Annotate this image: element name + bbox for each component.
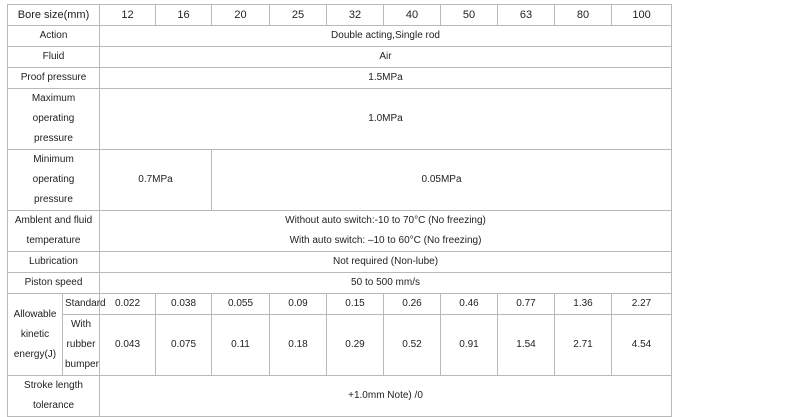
action-label: Action bbox=[8, 26, 100, 47]
bore-50: 50 bbox=[441, 5, 498, 26]
max-pressure-label bbox=[8, 89, 100, 150]
fluid-label: Fluid bbox=[8, 47, 100, 68]
action-row bbox=[8, 26, 672, 47]
bumper-value: 0.043 bbox=[100, 315, 156, 376]
bore-32: 32 bbox=[327, 5, 384, 26]
bore-size-label: Bore size(mm) bbox=[8, 5, 100, 26]
kinetic-label-line: Allowable bbox=[13, 308, 57, 320]
bore-80: 80 bbox=[555, 5, 612, 26]
bumper-label-line: With bbox=[71, 319, 91, 330]
standard-value: 1.36 bbox=[555, 294, 612, 315]
bore-16: 16 bbox=[156, 5, 212, 26]
standard-value: 0.022 bbox=[100, 294, 156, 315]
bumper-value: 1.54 bbox=[498, 315, 555, 376]
bore-12: 12 bbox=[100, 5, 156, 26]
standard-value: 0.46 bbox=[441, 294, 498, 315]
temperature-label-line: Amblent and fluid bbox=[14, 215, 93, 226]
temperature-row bbox=[8, 211, 672, 252]
bumper-value: 4.54 bbox=[612, 315, 672, 376]
min-pressure-large-bore-value: 0.05MPa bbox=[212, 150, 672, 211]
fluid-value: Air bbox=[100, 47, 672, 68]
bumper-value: 2.71 bbox=[555, 315, 612, 376]
stroke-tolerance-value: +1.0mm Note) /0 bbox=[100, 376, 672, 417]
temperature-without-switch: Without auto switch:-10 to 70°C (No freezing) bbox=[285, 215, 486, 226]
bumper-label-line: bumper bbox=[65, 359, 99, 370]
rubber-bumper-label bbox=[63, 315, 100, 376]
piston-speed-value: 50 to 500 mm/s bbox=[100, 273, 672, 294]
temperature-value bbox=[100, 211, 672, 252]
max-pressure-label-line: operating bbox=[32, 113, 75, 124]
standard-label: Standard bbox=[63, 294, 100, 315]
min-pressure-small-bore-value: 0.7MPa bbox=[100, 150, 212, 211]
header-row bbox=[8, 5, 672, 26]
bumper-value: 0.11 bbox=[212, 315, 270, 376]
min-pressure-label bbox=[8, 150, 100, 211]
stroke-label-line: Stroke length bbox=[24, 380, 83, 391]
specification-table bbox=[7, 4, 672, 417]
kinetic-bumper-row bbox=[8, 315, 672, 376]
min-pressure-row bbox=[8, 150, 672, 211]
bore-63: 63 bbox=[498, 5, 555, 26]
action-value: Double acting,Single rod bbox=[100, 26, 672, 47]
min-pressure-label-line: pressure bbox=[34, 194, 73, 205]
piston-speed-label: Piston speed bbox=[8, 273, 100, 294]
kinetic-label-line: kinetic bbox=[20, 328, 50, 340]
stroke-tolerance-row bbox=[8, 376, 672, 417]
standard-value: 0.038 bbox=[156, 294, 212, 315]
min-pressure-label-line: operating bbox=[32, 174, 75, 185]
fluid-row bbox=[8, 47, 672, 68]
kinetic-standard-row bbox=[8, 294, 672, 315]
bumper-value: 0.075 bbox=[156, 315, 212, 376]
bore-40: 40 bbox=[384, 5, 441, 26]
lubrication-value: Not required (Non-lube) bbox=[100, 252, 672, 273]
kinetic-energy-label bbox=[8, 294, 63, 376]
proof-pressure-value: 1.5MPa bbox=[100, 68, 672, 89]
max-pressure-label-line: pressure bbox=[34, 133, 73, 144]
bore-25: 25 bbox=[270, 5, 327, 26]
temperature-label-line: temperature bbox=[26, 235, 81, 246]
bumper-label-line: rubber bbox=[66, 339, 96, 350]
bumper-value: 0.29 bbox=[327, 315, 384, 376]
standard-value: 0.77 bbox=[498, 294, 555, 315]
bumper-value: 0.91 bbox=[441, 315, 498, 376]
temperature-label bbox=[8, 211, 100, 252]
standard-value: 0.26 bbox=[384, 294, 441, 315]
max-pressure-label-line: Maximum bbox=[31, 93, 76, 104]
proof-pressure-label: Proof pressure bbox=[8, 68, 100, 89]
bumper-value: 0.52 bbox=[384, 315, 441, 376]
kinetic-label-line: energy(J) bbox=[13, 348, 57, 360]
standard-value: 0.15 bbox=[327, 294, 384, 315]
bore-20: 20 bbox=[212, 5, 270, 26]
lubrication-label: Lubrication bbox=[8, 252, 100, 273]
lubrication-row bbox=[8, 252, 672, 273]
max-pressure-value: 1.0MPa bbox=[100, 89, 672, 150]
min-pressure-label-line: Minimum bbox=[33, 154, 74, 165]
standard-value: 0.055 bbox=[212, 294, 270, 315]
piston-speed-row bbox=[8, 273, 672, 294]
standard-value: 0.09 bbox=[270, 294, 327, 315]
standard-value: 2.27 bbox=[612, 294, 672, 315]
stroke-label-line: tolerance bbox=[32, 400, 75, 411]
proof-pressure-row bbox=[8, 68, 672, 89]
spec-table-container bbox=[7, 4, 671, 417]
bore-100: 100 bbox=[612, 5, 672, 26]
temperature-with-switch: With auto switch: –10 to 60°C (No freezing) bbox=[289, 235, 482, 246]
bumper-value: 0.18 bbox=[270, 315, 327, 376]
stroke-tolerance-label bbox=[8, 376, 100, 417]
max-pressure-row bbox=[8, 89, 672, 150]
